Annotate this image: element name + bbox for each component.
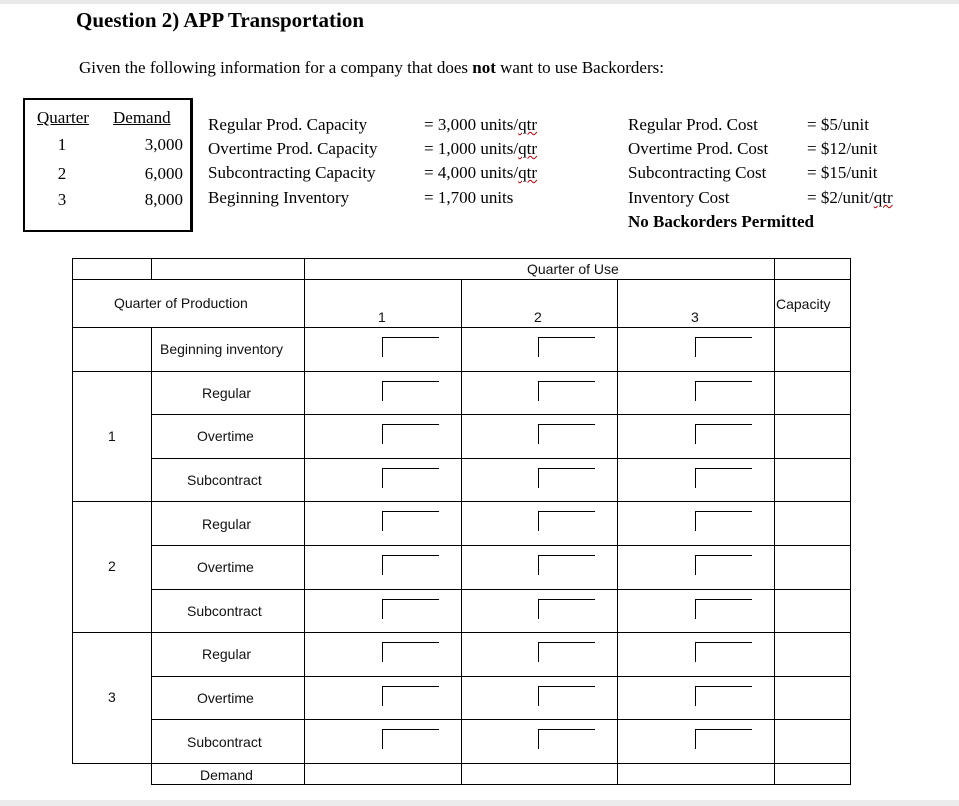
cost-cell-box[interactable] <box>538 642 595 662</box>
capacity-label: Overtime Prod. Capacity <box>208 139 378 158</box>
table-rule <box>304 258 305 785</box>
intro-text <box>79 58 664 78</box>
cost-cell-box[interactable] <box>695 686 752 706</box>
demand-row-quarter: 3 <box>57 190 67 209</box>
cost-cell-box[interactable] <box>695 642 752 662</box>
row-label-subcontract: Subcontract <box>187 603 262 619</box>
transportation-table <box>72 258 851 785</box>
cost-value: = $15/unit <box>807 163 878 182</box>
cost-cell-box[interactable] <box>538 729 595 749</box>
capacity-value: = 3,000 units/qtr <box>424 115 538 134</box>
demand-row-value: 6,000 <box>144 164 183 183</box>
cost-label: Regular Prod. Cost <box>628 115 758 134</box>
row-label-subcontract: Subcontract <box>187 734 262 750</box>
cost-value: = $5/unit <box>807 115 870 134</box>
cost-cell-box[interactable] <box>695 381 752 401</box>
intro-emphasis: not <box>472 58 496 77</box>
intro-after: want to use Backorders: <box>495 58 664 77</box>
cost-label: Subcontracting Cost <box>628 163 767 182</box>
use-column-header: 2 <box>534 309 542 325</box>
cost-cell-box[interactable] <box>382 511 439 531</box>
table-rule <box>151 589 851 590</box>
demand-row-value: 3,000 <box>144 135 183 154</box>
quarter-of-use-header: Quarter of Use <box>527 261 619 277</box>
cost-cell-box[interactable] <box>382 642 439 662</box>
demand-header-quarter: Quarter <box>37 108 89 127</box>
table-rule <box>151 258 152 279</box>
cost-cell-box[interactable] <box>695 729 752 749</box>
cost-cell-box[interactable] <box>538 337 595 357</box>
row-label-regular: Regular <box>202 385 252 401</box>
use-column-header: 3 <box>691 309 699 325</box>
cost-cell-box[interactable] <box>382 555 439 575</box>
table-rule <box>151 414 851 415</box>
table-rule <box>617 279 618 785</box>
cost-cell-box[interactable] <box>382 424 439 444</box>
table-rule <box>72 258 851 259</box>
row-label-regular: Regular <box>202 646 252 662</box>
cost-cell-box[interactable] <box>382 729 439 749</box>
capacity-value: = 1,700 units <box>424 188 514 207</box>
demand-row-quarter: 1 <box>57 135 67 154</box>
table-rule <box>151 327 152 785</box>
demand-header-demand: Demand <box>113 108 171 127</box>
cost-cell-box[interactable] <box>538 381 595 401</box>
no-backorders-note: No Backorders Permitted <box>628 212 815 231</box>
cost-cell-box[interactable] <box>695 511 752 531</box>
table-rule <box>774 258 775 785</box>
cost-cell-box[interactable] <box>538 511 595 531</box>
row-label-overtime: Overtime <box>197 559 254 575</box>
row-label-overtime: Overtime <box>197 428 254 444</box>
production-quarter-label: 3 <box>108 689 116 705</box>
row-label-beginning-inventory: Beginning inventory <box>160 341 283 357</box>
cost-cell-box[interactable] <box>695 468 752 488</box>
table-rule <box>151 458 851 459</box>
quarter-of-production-header: Quarter of Production <box>114 295 248 311</box>
cost-cell-box[interactable] <box>382 381 439 401</box>
capacity-value: = 1,000 units/qtr <box>424 139 538 158</box>
cost-value: = $12/unit <box>807 139 878 158</box>
cost-value: = $2/unit/qtr <box>807 188 893 207</box>
capacity-value: = 4,000 units/qtr <box>424 163 538 182</box>
cost-cell-box[interactable] <box>382 599 439 619</box>
cost-cell-box[interactable] <box>382 337 439 357</box>
table-rule <box>151 719 851 720</box>
cost-cell-box[interactable] <box>538 686 595 706</box>
cost-cell-box[interactable] <box>695 555 752 575</box>
cost-cell-box[interactable] <box>538 468 595 488</box>
demand-row-quarter: 2 <box>57 164 67 183</box>
table-rule <box>151 676 851 677</box>
intro-before: Given the following information for a company that does <box>79 58 473 77</box>
cost-cell-box[interactable] <box>538 599 595 619</box>
production-quarter-label: 1 <box>108 428 116 444</box>
demand-table <box>23 98 193 232</box>
cost-cell-box[interactable] <box>695 337 752 357</box>
cost-label: Overtime Prod. Cost <box>628 139 769 158</box>
demand-table-divider <box>190 100 191 230</box>
production-quarter-label: 2 <box>108 558 116 574</box>
capacity-label: Regular Prod. Capacity <box>208 115 368 134</box>
table-rule <box>461 279 462 785</box>
cost-cell-box[interactable] <box>695 424 752 444</box>
capacity-label: Subcontracting Capacity <box>208 163 376 182</box>
cost-cell-box[interactable] <box>538 424 595 444</box>
table-rule <box>151 545 851 546</box>
cost-cell-box[interactable] <box>382 468 439 488</box>
row-label-subcontract: Subcontract <box>187 472 262 488</box>
table-rule <box>151 784 851 785</box>
cost-label: Inventory Cost <box>628 188 730 207</box>
demand-row-value: 8,000 <box>144 190 183 209</box>
use-column-header: 1 <box>378 309 386 325</box>
question-title: Question 2) APP Transportation <box>76 8 365 32</box>
top-rule <box>0 0 959 4</box>
row-label-regular: Regular <box>202 516 252 532</box>
bottom-rule <box>0 800 959 806</box>
cost-cell-box[interactable] <box>538 555 595 575</box>
row-label-demand: Demand <box>200 767 253 783</box>
row-label-overtime: Overtime <box>197 690 254 706</box>
capacity-header: Capacity <box>776 296 831 312</box>
table-rule <box>72 258 73 763</box>
capacity-label: Beginning Inventory <box>208 188 350 207</box>
cost-cell-box[interactable] <box>382 686 439 706</box>
table-rule <box>850 258 851 785</box>
cost-cell-box[interactable] <box>695 599 752 619</box>
